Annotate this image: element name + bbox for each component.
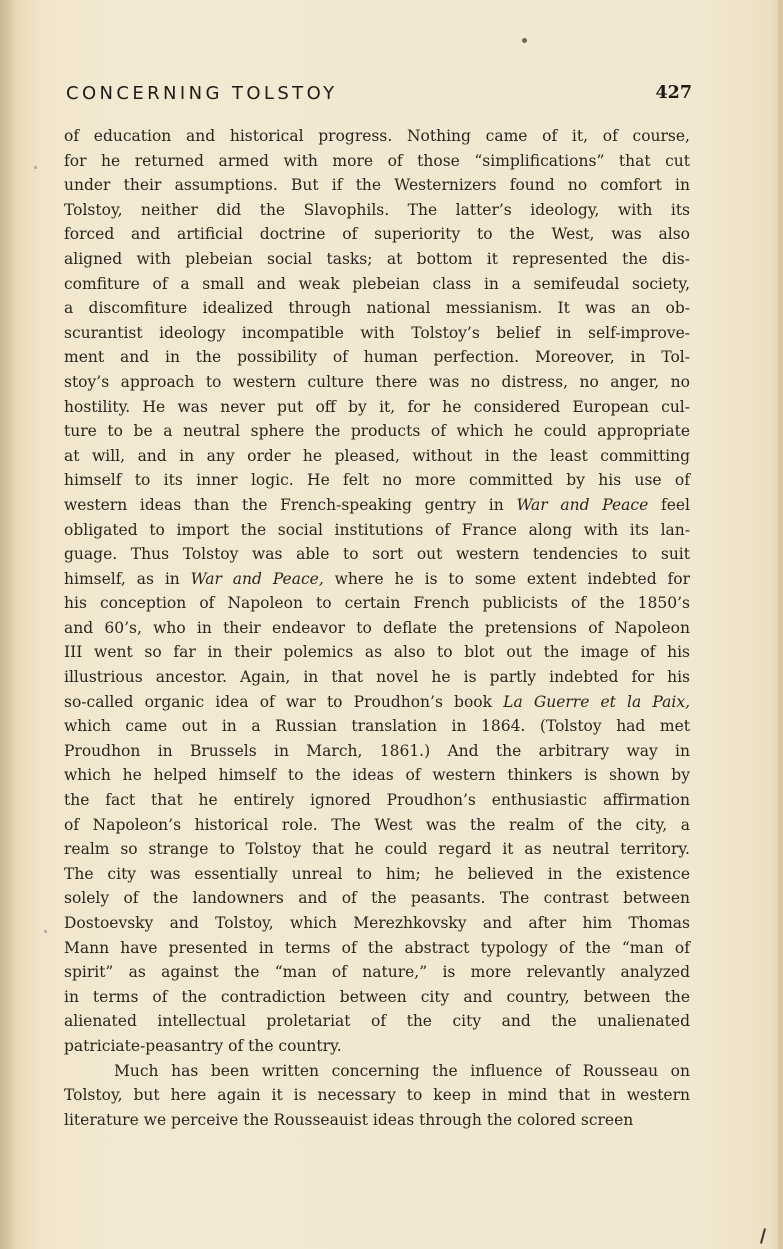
text-segment: and 60’s, who in their endeavor to deflate the pretensions of Napoleon [64, 618, 690, 637]
text-line [64, 198, 690, 223]
ink-speck [34, 166, 37, 169]
italic-title: War and Peace, [190, 569, 324, 588]
text-line [64, 173, 690, 198]
text-segment: the fact that he entirely ignored Proudhon’s enthusiastic affirmation [64, 791, 690, 810]
text-segment: where he is to some extent indebted for [323, 569, 690, 588]
text-line [64, 1059, 690, 1084]
pencil-mark [760, 1228, 766, 1244]
text-segment: which he helped himself to the ideas of western thinkers is shown by [64, 766, 690, 785]
text-segment: The city was essentially unreal to him; he believed in the existence [64, 864, 690, 883]
text-line [64, 567, 690, 592]
paragraph [64, 124, 690, 1059]
text-line [64, 1083, 690, 1108]
text-segment: literature we perceive the Rousseauist ideas through the colored screen [64, 1110, 634, 1129]
text-segment: his conception of Napoleon to certain French publicists of the 1850’s [64, 594, 690, 613]
text-segment: guage. Thus Tolstoy was able to sort out western tendencies to suit [64, 545, 690, 564]
text-segment: a discomfiture idealized through national messianism. It was an ob- [64, 299, 690, 318]
text-segment: illustrious ancestor. Again, in that novel he is partly indebted for his [64, 668, 690, 687]
text-segment: himself, as in [64, 569, 191, 588]
text-segment: patriciate-peasantry of the country. [64, 1036, 342, 1055]
text-line [64, 222, 690, 247]
page-header [66, 83, 692, 109]
text-line [64, 886, 690, 911]
page-number: 427 [655, 83, 692, 103]
text-line [64, 272, 690, 297]
ink-speck [522, 38, 527, 43]
text-segment: himself to its inner logic. He felt no more committed by his use of [64, 471, 690, 490]
text-segment: which came out in a Russian translation in 1864. (Tolstoy had met [64, 717, 690, 736]
text-segment: of Napoleon’s historical role. The West was the realm of the city, a [64, 815, 690, 834]
text-line [64, 788, 690, 813]
text-line [64, 149, 690, 174]
text-segment: ment and in the possibility of human perfection. Moreover, in Tol- [64, 348, 690, 367]
text-line [64, 763, 690, 788]
text-line [64, 493, 690, 518]
text-line [64, 345, 690, 370]
text-line [64, 419, 690, 444]
text-line [64, 640, 690, 665]
text-segment: aligned with plebeian social tasks; at bottom it represented the dis- [64, 249, 690, 268]
text-segment: of education and historical progress. Nothing came of it, of course, [64, 127, 690, 145]
text-segment: alienated intellectual proletariat of the city and the unalienated [64, 1012, 690, 1031]
text-line [64, 296, 690, 321]
text-segment: Proudhon in Brussels in March, 1861.) And the arbitrary way in [64, 741, 690, 760]
text-line [64, 468, 690, 493]
text-line [64, 1108, 690, 1133]
text-segment: at will, and in any order he pleased, without in the least committing [64, 446, 690, 465]
text-segment: in terms of the contradiction between city and country, between the [64, 987, 690, 1006]
text-segment: solely of the landowners and of the peasants. The contrast between [64, 889, 690, 908]
text-line [64, 739, 690, 764]
text-line [64, 616, 690, 641]
text-line [64, 665, 690, 690]
text-line [64, 985, 690, 1010]
text-line [64, 813, 690, 838]
text-line [64, 714, 690, 739]
text-segment: ture to be a neutral sphere the products of which he could appropriate [64, 422, 690, 441]
ink-speck [44, 930, 47, 933]
text-line [64, 321, 690, 346]
text-segment: spirit” as against the “man of nature,” is more relevantly analyzed [64, 963, 690, 982]
text-segment: for he returned armed with more of those “simplifications” that cut [64, 151, 690, 170]
text-line [64, 518, 690, 543]
binding-shadow [0, 0, 14, 1249]
text-segment: under their assumptions. But if the Westernizers found no comfort in [64, 176, 690, 195]
text-segment: Mann have presented in terms of the abstract typology of the “man of [64, 938, 690, 957]
text-segment: Much has been written concerning the influence of Rousseau on [114, 1061, 690, 1080]
text-segment: stoy’s approach to western culture there was no distress, no anger, no [64, 372, 690, 391]
body-text [64, 124, 690, 1132]
text-line [64, 690, 690, 715]
text-segment: feel [648, 495, 691, 514]
text-line [64, 960, 690, 985]
text-segment: forced and artificial doctrine of superiority to the West, was also [64, 225, 690, 244]
text-line [64, 862, 690, 887]
italic-title: La Guerre et la Paix, [503, 692, 690, 711]
text-line [64, 1009, 690, 1034]
text-line [64, 124, 690, 149]
text-line [64, 247, 690, 272]
paragraph [64, 1059, 690, 1133]
text-segment: Tolstoy, neither did the Slavophils. The latter’s ideology, with its [64, 200, 690, 219]
text-segment: Dostoevsky and Tolstoy, which Merezhkovsky and after him Thomas [64, 914, 690, 932]
text-segment: realm so strange to Tolstoy that he could regard it as neutral territory. [64, 840, 690, 859]
text-line [64, 936, 690, 961]
text-line [64, 370, 690, 395]
text-segment: Tolstoy, but here again it is necessary to keep in mind that in western [64, 1086, 690, 1105]
text-segment: scurantist ideology incompatible with Tolstoy’s belief in self-improve- [64, 323, 690, 342]
text-segment: III went so far in their polemics as also to blot out the image of his [64, 643, 690, 662]
text-segment: so-called organic idea of war to Proudhon’s book [64, 692, 504, 711]
running-head: CONCERNING TOLSTOY [66, 83, 338, 104]
text-line [64, 542, 690, 567]
text-line [64, 444, 690, 469]
italic-title: War and Peace [516, 495, 649, 514]
text-line [64, 837, 690, 862]
text-line [64, 591, 690, 616]
text-line [64, 1034, 690, 1059]
text-line [64, 395, 690, 420]
text-segment: obligated to import the social institutions of France along with its lan- [64, 520, 690, 539]
text-segment: western ideas than the French-speaking gentry in [64, 495, 517, 514]
page-edge [778, 0, 783, 1249]
text-line [64, 911, 690, 936]
text-segment: comfiture of a small and weak plebeian class in a semifeudal society, [64, 274, 690, 293]
text-segment: hostility. He was never put off by it, for he considered European cul- [64, 397, 690, 416]
